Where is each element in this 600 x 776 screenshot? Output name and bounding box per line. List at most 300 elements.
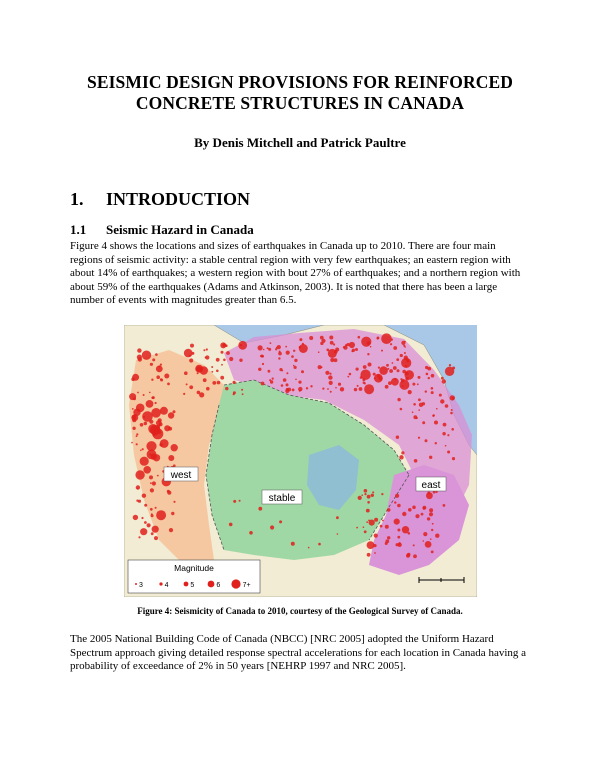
earthquake-dot [363,382,365,384]
earthquake-dot [318,543,321,546]
earthquake-dot [429,512,433,516]
earthquake-dot [260,355,263,358]
earthquake-dot [261,382,265,386]
earthquake-dot [262,363,264,365]
earthquake-dot [223,359,226,362]
earthquake-dot [434,421,438,425]
earthquake-dot [169,528,173,532]
earthquake-dot [140,457,149,466]
earthquake-dot [338,383,341,386]
earthquake-dot [371,494,374,497]
earthquake-dot [393,366,397,370]
earthquake-dot [418,409,420,411]
earthquake-dot [293,365,295,367]
earthquake-dot [325,371,329,375]
earthquake-dot [427,492,430,495]
stable-label: stable [268,493,296,504]
earthquake-dot [399,380,409,390]
earthquake-dot [138,536,140,538]
subsection-title: Seismic Hazard in Canada [106,222,254,237]
earthquake-dot [149,475,153,479]
earthquake-dot [216,370,219,373]
earthquake-dot [133,409,140,416]
earthquake-dot [157,475,159,477]
earthquake-dot [152,526,159,533]
earthquake-dot [143,394,145,396]
earthquake-dot [132,408,134,410]
earthquake-dot [298,381,301,384]
earthquake-dot [413,403,416,406]
earthquake-dot [184,371,188,375]
subsection-number: 1.1 [70,222,87,237]
earthquake-dot [398,542,401,545]
earthquake-dot [425,541,432,548]
earthquake-dot [140,450,142,452]
earthquake-dot [427,517,430,520]
earthquake-dot [452,457,455,460]
legend-dot [208,581,215,588]
earthquake-dot [318,351,320,353]
earthquake-dot [431,387,434,390]
earthquake-dot [363,526,365,528]
earthquake-dot [357,385,359,387]
earthquake-dot [349,342,355,348]
earthquake-dot [189,355,191,357]
earthquake-dot [136,485,140,489]
earthquake-dot [430,538,432,540]
earthquake-dot [380,525,383,528]
paragraph-1: Figure 4 shows the locations and sizes of earthquakes in Canada up to 2010. There are four main regions of seismic activity: a stable central region with very few earthquakes; an eastern region with about 14% of earthquakes; a western region with bout 27% of earthquakes; and a northern region with about 59% of the earthquakes (Adams and Atkinson, 2003). It is noted that there has been a large number of events with magnitudes greater than 6.5. [70,240,521,307]
earthquake-dot [279,351,281,353]
earthquake-dot [306,387,308,389]
earthquake-dot [294,359,297,362]
earthquake-dot [450,412,453,415]
earthquake-dot [386,364,389,367]
earthquake-dot [186,383,188,385]
earthquake-dot [239,359,242,362]
earthquake-dot [160,439,169,448]
earthquake-dot [183,393,185,395]
earthquake-dot [203,349,205,351]
earthquake-dot [387,536,390,539]
earthquake-dot [135,470,144,479]
earthquake-dot [150,482,152,484]
earthquake-dot [294,366,297,369]
earthquake-dot [249,531,253,535]
authors: By Denis Mitchell and Patrick Paultre [194,135,406,150]
earthquake-dot [229,523,233,527]
subsection-heading [70,222,254,238]
earthquake-dot [238,341,247,350]
earthquake-dot [381,350,383,352]
earthquake-dot [136,443,138,445]
earthquake-dot [328,349,337,358]
earthquake-dot [156,366,163,373]
section-number: 1. [70,189,84,209]
earthquake-dot [416,417,418,419]
earthquake-dot [405,365,407,367]
earthquake-dot [360,376,363,379]
earthquake-dot [413,554,417,558]
magnitude-legend [128,560,260,593]
earthquake-dot [429,508,433,512]
earthquake-dot [447,451,450,454]
earthquake-dot [404,352,406,354]
earthquake-dot [149,420,153,424]
earthquake-dot [439,394,442,397]
earthquake-dot [190,344,194,348]
earthquake-dot [363,365,367,369]
earthquake-dot [268,370,271,373]
earthquake-dot [143,466,151,474]
earthquake-dot [397,536,400,539]
earthquake-dot [142,351,151,360]
legend-label: 4 [164,582,169,589]
earthquake-dot [164,374,169,379]
earthquake-dot [143,416,145,418]
earthquake-dot [132,427,135,430]
earthquake-dot [354,388,357,391]
earthquake-dot [423,507,426,510]
earthquake-dot [220,376,224,380]
earthquake-dot [397,504,401,508]
earthquake-dot [136,433,138,435]
earthquake-dot [168,455,174,461]
earthquake-dot [160,407,168,415]
earthquake-dot [340,387,344,391]
earthquake-dot [167,491,171,495]
earthquake-dot [146,400,154,408]
earthquake-dot [414,459,418,463]
earthquake-dot [157,430,161,434]
earthquake-dot [263,349,265,351]
earthquake-dot [142,448,144,450]
earthquake-dot [267,347,269,349]
earthquake-dot [206,348,208,350]
earthquake-dot [329,373,331,375]
legend-label: 5 [190,582,195,589]
legend-label: 3 [139,582,143,589]
earthquake-dot [278,357,280,359]
earthquake-dot [397,529,400,532]
earthquake-dot [225,387,228,390]
earthquake-dot [299,346,301,348]
earthquake-dot [173,410,176,413]
earthquake-dot [285,346,287,348]
earthquake-dot [330,341,334,345]
earthquake-dot [156,510,166,520]
earthquake-dot [291,542,295,546]
earthquake-dot [402,385,404,387]
earthquake-dot [286,351,290,355]
earthquake-dot [442,432,445,435]
earthquake-dot [399,455,403,459]
earthquake-dot [258,368,261,371]
earthquake-dot [277,345,281,349]
earthquake-dot [286,372,288,374]
earthquake-dot [151,397,153,399]
earthquake-dot [293,350,295,352]
earthquake-dot [199,392,204,397]
earthquake-dot [364,384,374,394]
earthquake-dot [171,512,174,515]
earthquake-dot [401,451,404,454]
earthquake-dot [291,355,294,358]
earthquake-dot [369,520,375,526]
earthquake-dot [173,501,175,503]
earthquake-dot [150,363,153,366]
earthquake-dot [425,390,427,392]
earthquake-dot [364,493,366,495]
earthquake-dot [428,377,430,379]
earthquake-dot [401,341,405,345]
earthquake-dot [270,525,274,529]
earthquake-dot [229,357,233,361]
earthquake-dot [442,379,446,383]
earthquake-dot [356,368,359,371]
earthquake-dot [239,500,241,502]
earthquake-dot [381,333,392,344]
earthquake-dot [443,423,447,427]
earthquake-dot [281,370,283,372]
earthquake-dot [155,353,158,356]
earthquake-dot [367,501,370,504]
earthquake-dot [171,444,178,451]
earthquake-dot [327,388,329,390]
earthquake-dot [286,388,289,391]
earthquake-dot [211,371,213,373]
paper-title-line-2: CONCRETE STRUCTURES IN CANADA [135,93,465,113]
section-title: INTRODUCTION [106,189,251,209]
earthquake-dot [390,343,392,345]
earthquake-dot [389,369,393,373]
earthquake-dot [356,527,358,529]
earthquake-dot [374,518,378,522]
earthquake-dot [241,389,243,391]
earthquake-dot [400,354,403,357]
earthquake-dot [394,519,400,525]
earthquake-dot [408,390,412,394]
earthquake-dot [155,402,157,404]
earthquake-dot [283,378,287,382]
earthquake-dot [286,383,289,386]
earthquake-dot [374,552,376,554]
earthquake-dot [370,346,372,348]
earthquake-dot [142,494,146,498]
earthquake-dot [275,348,277,350]
earthquake-dot [378,367,380,369]
earthquake-dot [449,364,451,366]
earthquake-dot [377,337,380,340]
earthquake-dot [392,362,394,364]
earthquake-dot [336,516,339,519]
earthquake-dot [422,402,425,405]
west-label: west [170,470,192,481]
earthquake-dot [270,342,272,344]
earthquake-dot [395,494,399,498]
earthquake-dot [408,508,412,512]
earthquake-dot [221,351,224,354]
earthquake-dot [233,381,236,384]
earthquake-dot [403,345,405,347]
earthquake-dot [147,523,151,527]
earthquake-dot [196,366,202,372]
earthquake-dot [173,464,176,467]
legend-dot [135,583,137,585]
earthquake-dot [320,336,324,340]
legend-label: 6 [216,582,221,589]
earthquake-dot [299,344,308,353]
earthquake-dot [364,489,368,493]
earthquake-dot [435,442,437,444]
earthquake-dot [131,442,133,444]
earthquake-dot [407,553,411,557]
earthquake-dot [367,541,375,549]
earthquake-dot [373,544,376,547]
earthquake-dot [404,370,414,380]
earthquake-dot [149,392,151,394]
earthquake-dot [429,456,432,459]
earthquake-dot [160,364,162,366]
paragraph-2: The 2005 National Building Code of Canada (NBCC) [NRC 2005] adopted the Uniform Hazard Spectrum approach giving detailed response spectral accelerations for each location in Canada having a probability of exceedance of 2% in 50 years [NEHRP 1997 and NRC 2005]. [70,633,527,673]
earthquake-dot [140,423,144,427]
earthquake-dot [450,395,455,400]
earthquake-dot [447,434,449,436]
earthquake-dot [366,509,370,513]
earthquake-dot [441,377,444,380]
earthquake-dot [151,513,153,515]
earthquake-dot [152,358,155,361]
earthquake-dot [397,398,400,401]
earthquake-dot [451,409,453,411]
earthquake-dot [150,488,154,492]
earthquake-dot [156,375,160,379]
earthquake-dot [431,391,434,394]
earthquake-dot [299,338,302,341]
earthquake-dot [150,508,153,511]
east-label: east [421,480,441,491]
section-heading [70,189,250,210]
earthquake-dot [309,336,313,340]
earthquake-dot [364,530,367,533]
earthquake-dot [141,517,143,519]
earthquake-dot [359,387,363,391]
earthquake-dot [349,373,352,376]
earthquake-dot [137,348,141,352]
earthquake-dot [400,408,403,411]
earthquake-dot [138,500,141,503]
earthquake-dot [151,379,153,381]
legend-dot [184,582,189,587]
earthquake-dot [160,378,162,380]
earthquake-dot [147,450,157,460]
earthquake-dot [422,421,425,424]
earthquake-dot [368,363,372,367]
earthquake-dot [158,418,162,422]
earthquake-dot [205,357,207,359]
earthquake-dot [335,387,337,389]
earthquake-dot [152,433,156,437]
earthquake-dot [408,532,411,535]
earthquake-dot [431,374,435,378]
earthquake-dot [421,513,424,516]
earthquake-dot [352,349,355,352]
earthquake-dot [412,506,416,510]
earthquake-dot [443,504,446,507]
earthquake-dot [436,408,438,410]
earthquake-dot [366,521,368,523]
earthquake-dot [212,381,216,385]
earthquake-dot [167,383,170,386]
earthquake-dot [345,344,347,346]
earthquake-dot [137,355,142,360]
earthquake-dot [258,345,263,350]
legend-dot [231,579,240,588]
earthquake-dot [382,520,384,522]
earthquake-dot [136,435,138,437]
earthquake-dot [203,378,207,382]
earthquake-dot [431,529,433,531]
earthquake-dot [330,391,332,393]
earthquake-dot [272,378,274,380]
earthquake-dot [367,353,369,355]
earthquake-dot [328,375,332,379]
earthquake-dot [184,349,193,358]
earthquake-dot [299,390,301,392]
earthquake-dot [362,378,365,381]
earthquake-dot [413,544,415,546]
earthquake-dot [168,427,172,431]
earthquake-dot [189,385,193,389]
earthquake-dot [279,520,282,523]
earthquake-dot [318,365,322,369]
earthquake-dot [394,378,396,380]
earthquake-dot [402,512,406,516]
earthquake-dot [374,374,383,383]
legend-dot [159,582,162,585]
earthquake-dot [140,528,147,535]
earthquake-dot [233,500,236,503]
legend-label: 7+ [242,582,251,589]
earthquake-dot [418,398,421,401]
earthquake-dot [221,364,223,366]
earthquake-dot [431,551,434,554]
earthquake-dot [426,373,429,376]
earthquake-dot [168,412,174,418]
earthquake-dot [374,534,378,538]
earthquake-dot [412,383,415,386]
earthquake-dot [133,397,136,400]
earthquake-dot [415,514,419,518]
seismicity-map [124,325,477,597]
earthquake-dot [445,445,447,447]
figure-caption: Figure 4: Seismicity of Canada to 2010, courtesy of the Geological Survey of Canada. [137,606,463,616]
earthquake-dot [151,532,154,535]
earthquake-dot [152,481,156,485]
earthquake-dot [133,515,138,520]
earthquake-dot [295,379,297,381]
earthquake-dot [217,381,221,385]
earthquake-dot [423,532,427,536]
earthquake-dot [268,348,271,351]
earthquake-dot [358,496,362,500]
earthquake-dot [432,523,434,525]
earthquake-dot [154,536,158,540]
earthquake-dot [226,351,230,355]
earthquake-dot [427,367,431,371]
earthquake-dot [403,379,405,381]
earthquake-dot [379,366,388,375]
